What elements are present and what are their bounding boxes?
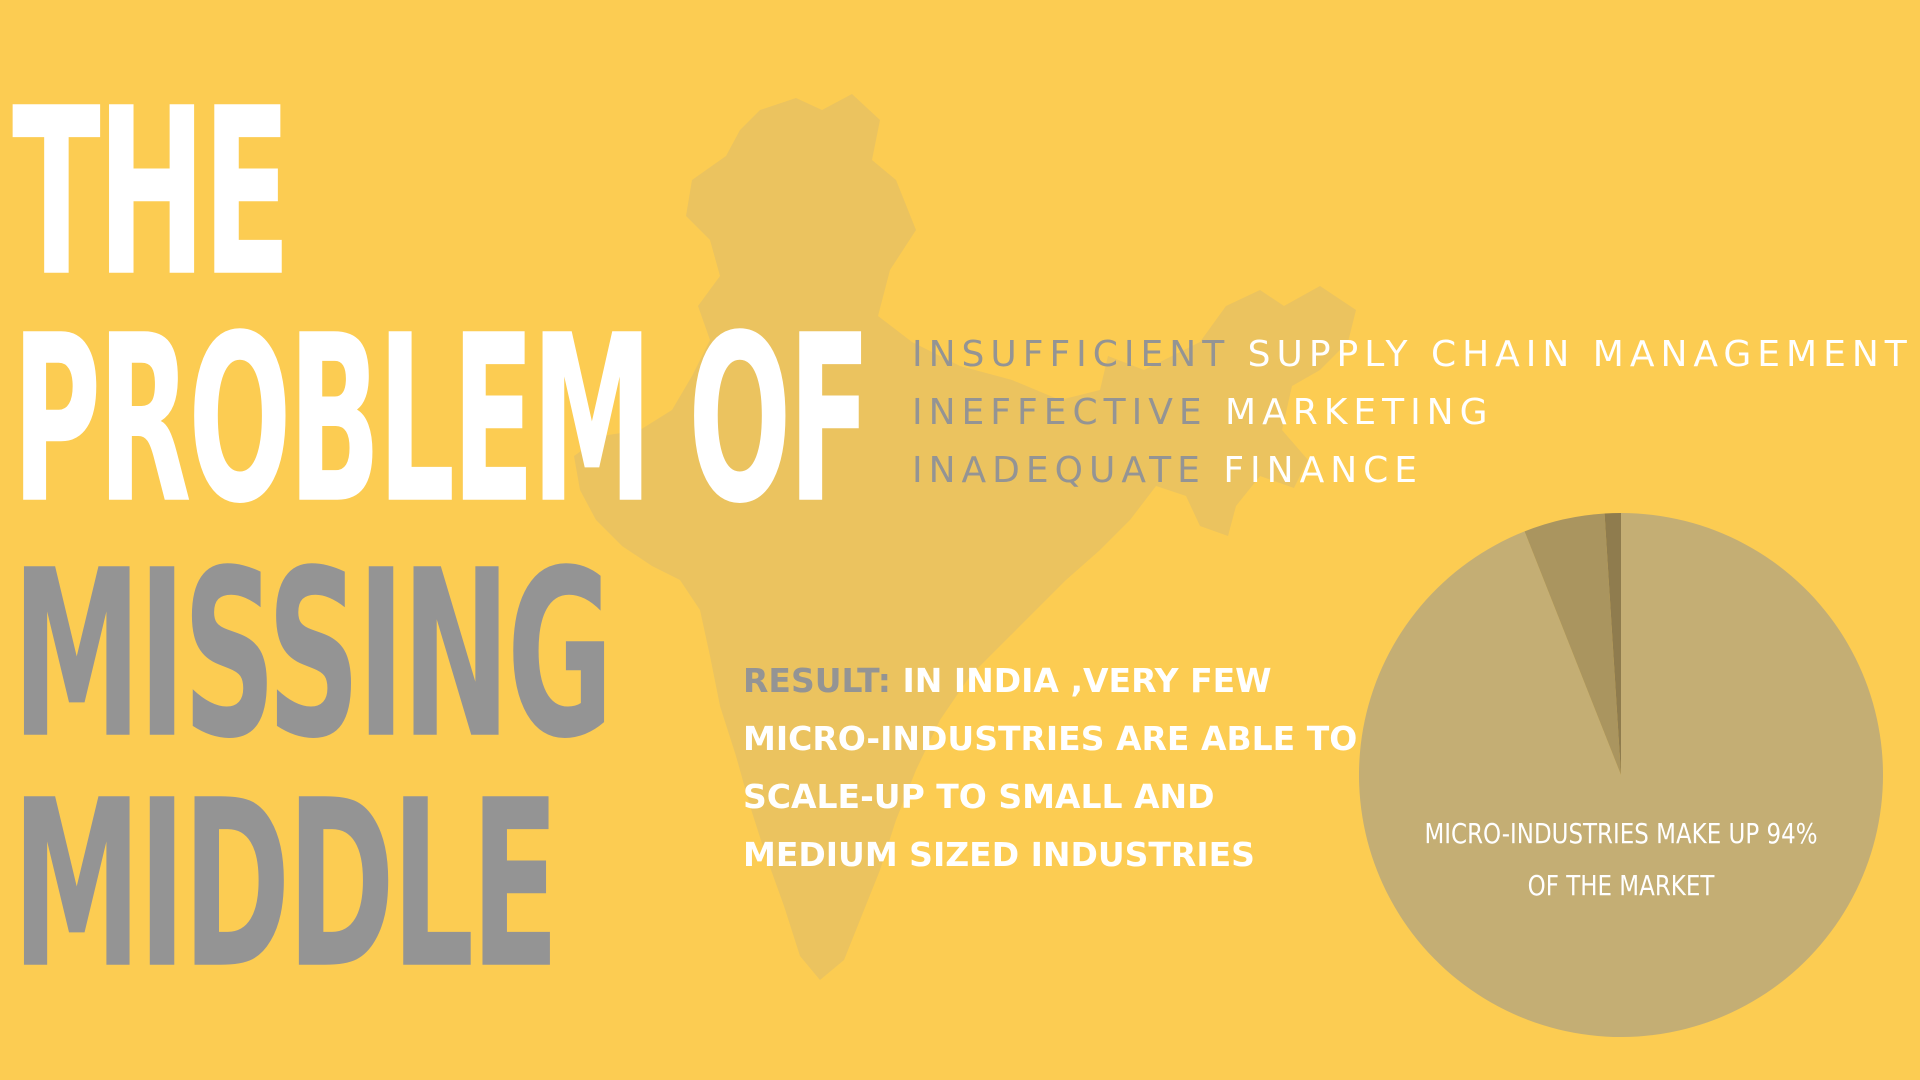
problem-key: INSUFFICIENT <box>912 334 1231 375</box>
india-map-silhouette <box>560 80 1380 1040</box>
headline-line-middle: MIDDLE <box>12 750 556 1020</box>
pie-annotation <box>1356 808 1886 912</box>
pie-annotation-line1: MICRO-INDUSTRIES MAKE UP 94% <box>1424 817 1818 850</box>
problem-item-marketing <box>912 384 1913 442</box>
market-share-pie-chart <box>1356 510 1886 1040</box>
result-label: RESULT: <box>743 661 891 700</box>
headline-line-missing: MISSING <box>12 520 610 790</box>
pie-annotation-line2: OF THE MARKET <box>1527 869 1715 902</box>
result-statement <box>743 652 1363 884</box>
problem-item-finance <box>912 442 1913 500</box>
problem-rest: FINANCE <box>1205 450 1424 491</box>
problem-item-supply-chain <box>912 326 1913 384</box>
headline-line-the: THE <box>12 58 288 328</box>
problem-rest: MARKETING <box>1207 392 1494 433</box>
headline-line-problem-of: PROBLEM OF <box>12 285 868 555</box>
problem-key: INEFFECTIVE <box>912 392 1208 433</box>
problem-list <box>912 326 1913 500</box>
problem-key: INADEQUATE <box>912 450 1206 491</box>
problem-rest: SUPPLY CHAIN MANAGEMENT <box>1230 334 1913 375</box>
result-text: IN INDIA ,VERY FEW MICRO-INDUSTRIES ARE ABLE TO SCALE-UP TO SMALL AND MEDIUM SIZED INDUSTRIES <box>743 661 1358 874</box>
